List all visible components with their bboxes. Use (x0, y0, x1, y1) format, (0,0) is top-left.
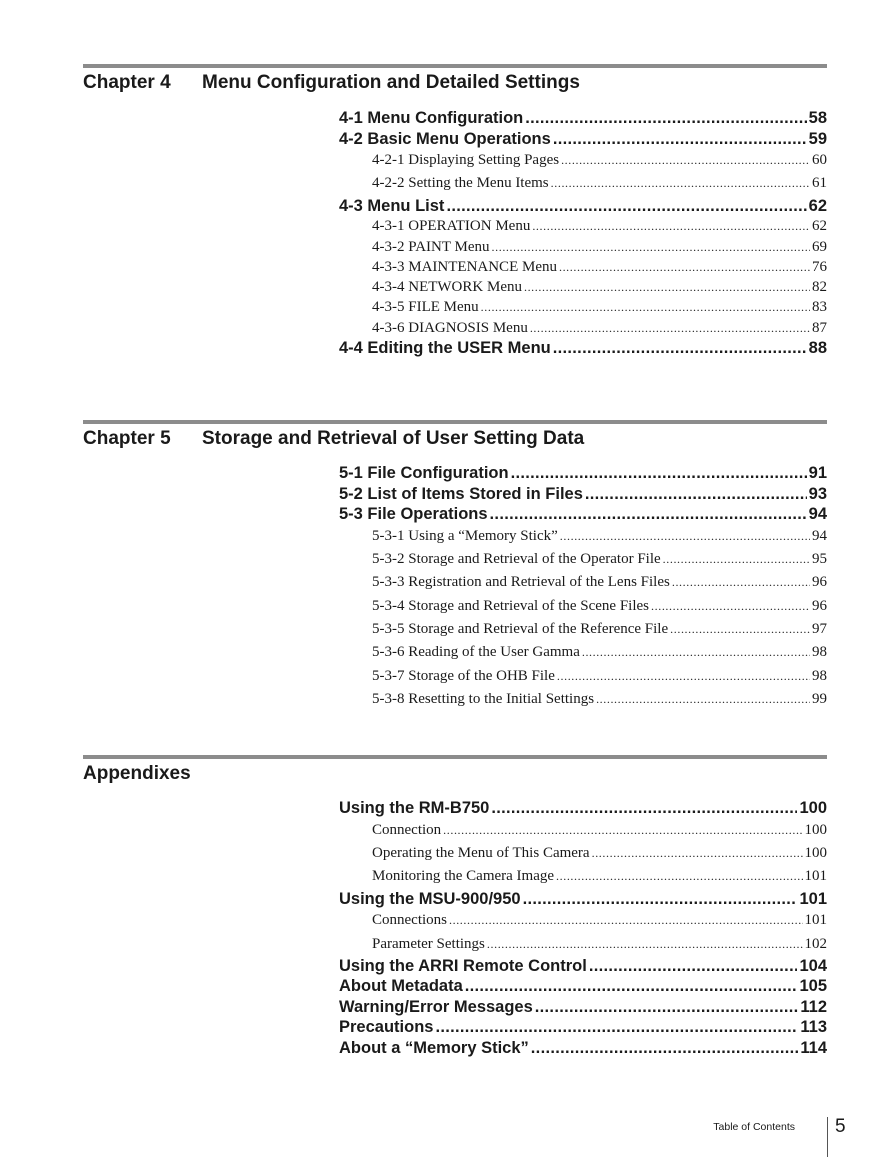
toc-entry-page: 104 (799, 956, 827, 975)
dot-leader (596, 688, 810, 711)
toc-entry-title: 4-4 Editing the USER Menu (339, 339, 551, 358)
dot-leader (551, 172, 810, 195)
toc-entry-page: 96 (812, 574, 827, 591)
toc-entry-page: 94 (808, 505, 827, 523)
dot-leader (481, 297, 810, 317)
dot-leader (523, 889, 798, 910)
toc-entry-title: 5-3-2 Storage and Retrieval of the Operator File (372, 550, 661, 567)
toc-subsection-entry[interactable] (339, 842, 827, 865)
chapter-4-header (83, 64, 827, 96)
toc-subsection-entry[interactable] (339, 688, 827, 711)
dot-leader (672, 571, 810, 594)
dot-leader (585, 484, 807, 505)
dot-leader (449, 909, 803, 932)
toc-entry-page: 114 (800, 1038, 827, 1057)
toc-subsection-entry[interactable] (339, 525, 827, 548)
toc-subsection-entry[interactable] (339, 909, 827, 932)
chapter-5-entries (339, 463, 827, 712)
dot-leader (556, 865, 802, 888)
toc-entry-title: 5-3 File Operations (339, 505, 488, 523)
dot-leader (589, 956, 798, 977)
toc-entry-page: 91 (808, 464, 827, 482)
toc-entry-page: 59 (808, 129, 827, 148)
toc-section-entry[interactable] (339, 129, 827, 150)
toc-section-entry[interactable] (339, 484, 827, 505)
toc-subsection-entry[interactable] (339, 216, 827, 236)
dot-leader (651, 595, 810, 618)
toc-subsection-entry[interactable] (339, 172, 827, 195)
appendixes-entries (339, 798, 827, 1058)
toc-entry-title: 4-2-1 Displaying Setting Pages (372, 152, 560, 168)
toc-entry-page: 99 (812, 691, 827, 708)
toc-entry-title: 4-3-1 OPERATION Menu (372, 218, 531, 235)
toc-subsection-entry[interactable] (339, 257, 827, 277)
dot-leader (490, 504, 807, 525)
toc-entry-page: 62 (812, 218, 827, 235)
footer-divider (827, 1117, 828, 1157)
toc-entry-page: 113 (800, 1018, 827, 1037)
toc-entry-title: 5-3-3 Registration and Retrieval of the Lens Files (372, 574, 670, 591)
dot-leader (670, 618, 810, 641)
toc-entry-title: 4-3 Menu List (339, 196, 445, 215)
chapter-4-entries (339, 108, 827, 359)
toc-entry-page: 94 (812, 527, 827, 544)
dot-leader (535, 997, 799, 1018)
toc-entry-title: Warning/Error Messages (339, 997, 533, 1016)
toc-entry-page: 95 (812, 550, 827, 567)
page-footer (680, 1117, 860, 1157)
toc-entry-title: 5-3-5 Storage and Retrieval of the Reference File (372, 621, 669, 638)
toc-subsection-entry[interactable] (339, 237, 827, 257)
toc-entry-title: Using the MSU-900/950 (339, 889, 521, 908)
toc-entry-page: 58 (808, 109, 827, 127)
toc-entry-page: 83 (812, 299, 827, 316)
toc-entry-page: 98 (812, 644, 827, 661)
dot-leader (553, 338, 807, 359)
toc-entry-page: 61 (812, 175, 827, 192)
toc-entry-title: 5-1 File Configuration (339, 464, 509, 482)
dot-leader (446, 196, 806, 217)
toc-section-entry[interactable] (339, 1038, 827, 1059)
dot-leader (465, 976, 798, 997)
dot-leader (582, 641, 810, 664)
toc-entry-title: 5-3-1 Using a “Memory Stick” (372, 527, 558, 544)
dot-leader (531, 1038, 799, 1059)
dot-leader (487, 933, 803, 956)
toc-section-entry[interactable] (339, 889, 827, 910)
toc-section-entry[interactable] (339, 798, 827, 819)
chapter-name: Appendixes (83, 763, 191, 784)
dot-leader (525, 108, 806, 129)
toc-subsection-entry[interactable] (339, 571, 827, 594)
toc-entry-page: 102 (804, 935, 827, 952)
dot-leader (511, 463, 807, 484)
toc-entry-title: Precautions (339, 1018, 434, 1037)
toc-entry-title: 5-3-8 Resetting to the Initial Settings (372, 691, 595, 708)
toc-entry-title: Connection (372, 821, 442, 838)
dot-leader (524, 277, 810, 297)
toc-entry-title: 4-3-5 FILE Menu (372, 299, 479, 316)
toc-section-entry[interactable] (339, 338, 827, 359)
toc-entry-title: 5-3-6 Reading of the User Gamma (372, 644, 580, 661)
chapter-name: Storage and Retrieval of User Setting Data (202, 428, 585, 449)
toc-section-entry[interactable] (339, 956, 827, 977)
toc-entry-title: 4-1 Menu Configuration (339, 109, 524, 127)
toc-subsection-entry[interactable] (339, 641, 827, 664)
dot-leader (592, 842, 803, 865)
toc-subsection-entry[interactable] (339, 149, 827, 172)
toc-entry-page: 93 (808, 484, 827, 503)
chapter-number: Chapter 4 (83, 72, 171, 93)
toc-entry-title: Using the RM-B750 (339, 799, 490, 817)
chapter-divider (83, 420, 827, 424)
toc-entry-page: 88 (808, 339, 827, 358)
toc-entry-page: 97 (812, 621, 827, 638)
toc-section-entry[interactable] (339, 108, 827, 129)
dot-leader (530, 318, 810, 338)
toc-entry-title: About a “Memory Stick” (339, 1038, 529, 1057)
toc-entry-page: 76 (812, 258, 827, 275)
toc-section-entry[interactable] (339, 997, 827, 1018)
chapter-divider (83, 64, 827, 68)
toc-entry-page: 82 (812, 279, 827, 296)
toc-entry-title: 5-3-7 Storage of the OHB File (372, 667, 555, 684)
toc-subsection-entry[interactable] (339, 318, 827, 338)
toc-entry-title: 4-3-6 DIAGNOSIS Menu (372, 319, 528, 336)
toc-entry-title: Using the ARRI Remote Control (339, 956, 587, 975)
chapter-5-header (83, 420, 827, 452)
chapter-title (83, 72, 827, 96)
toc-entry-title: 4-3-4 NETWORK Menu (372, 279, 522, 296)
toc-entry-page: 62 (808, 196, 827, 215)
toc-section-entry[interactable] (339, 196, 827, 217)
toc-section-entry[interactable] (339, 1017, 827, 1038)
toc-entry-title: Parameter Settings (372, 935, 485, 952)
toc-entry-page: 98 (812, 667, 827, 684)
toc-subsection-entry[interactable] (339, 618, 827, 641)
page-number: 5 (835, 1116, 846, 1137)
toc-entry-page: 112 (800, 997, 827, 1016)
toc-subsection-entry[interactable] (339, 819, 827, 842)
toc-entry-page: 101 (804, 868, 827, 885)
toc-subsection-entry[interactable] (339, 933, 827, 956)
toc-entry-page: 101 (799, 889, 827, 908)
toc-entry-title: Connections (372, 912, 447, 929)
toc-section-entry[interactable] (339, 463, 827, 484)
toc-section-entry[interactable] (339, 504, 827, 525)
chapter-title (83, 763, 827, 787)
dot-leader (553, 129, 807, 150)
toc-entry-page: 96 (812, 597, 827, 614)
dot-leader (560, 525, 810, 548)
toc-entry-page: 100 (804, 821, 827, 838)
toc-entry-page: 60 (812, 152, 827, 168)
toc-entry-title: About Metadata (339, 977, 463, 996)
footer-section-label: Table of Contents (713, 1121, 795, 1133)
toc-entry-page: 87 (812, 319, 827, 336)
toc-subsection-entry[interactable] (339, 665, 827, 688)
toc-entry-title: 4-2 Basic Menu Operations (339, 129, 551, 148)
toc-entry-title: 4-3-2 PAINT Menu (372, 238, 490, 255)
dot-leader (561, 149, 810, 172)
toc-entry-title: 4-2-2 Setting the Menu Items (372, 175, 549, 192)
toc-entry-page: 101 (804, 912, 827, 929)
dot-leader (491, 798, 797, 819)
toc-entry-title: Operating the Menu of This Camera (372, 844, 590, 861)
toc-section-entry[interactable] (339, 976, 827, 997)
dot-leader (443, 819, 802, 842)
chapter-title (83, 428, 827, 452)
chapter-divider (83, 755, 827, 759)
dot-leader (663, 548, 810, 571)
toc-subsection-entry[interactable] (339, 865, 827, 888)
toc-entry-title: 4-3-3 MAINTENANCE Menu (372, 258, 557, 275)
dot-leader (532, 216, 810, 236)
toc-subsection-entry[interactable] (339, 548, 827, 571)
toc-entry-page: 105 (799, 977, 827, 996)
dot-leader (492, 237, 810, 257)
toc-entry-title: Monitoring the Camera Image (372, 868, 555, 885)
toc-entry-title: 5-3-4 Storage and Retrieval of the Scene Files (372, 597, 650, 614)
toc-subsection-entry[interactable] (339, 297, 827, 317)
dot-leader (435, 1017, 798, 1038)
dot-leader (559, 257, 810, 277)
toc-entry-title: 5-2 List of Items Stored in Files (339, 484, 583, 503)
toc-subsection-entry[interactable] (339, 595, 827, 618)
chapter-name: Menu Configuration and Detailed Settings (202, 72, 580, 93)
appendixes-header (83, 755, 827, 787)
chapter-number: Chapter 5 (83, 428, 171, 449)
dot-leader (557, 665, 810, 688)
toc-entry-page: 100 (799, 799, 827, 817)
toc-subsection-entry[interactable] (339, 277, 827, 297)
toc-entry-page: 100 (804, 844, 827, 861)
toc-entry-page: 69 (812, 238, 827, 255)
